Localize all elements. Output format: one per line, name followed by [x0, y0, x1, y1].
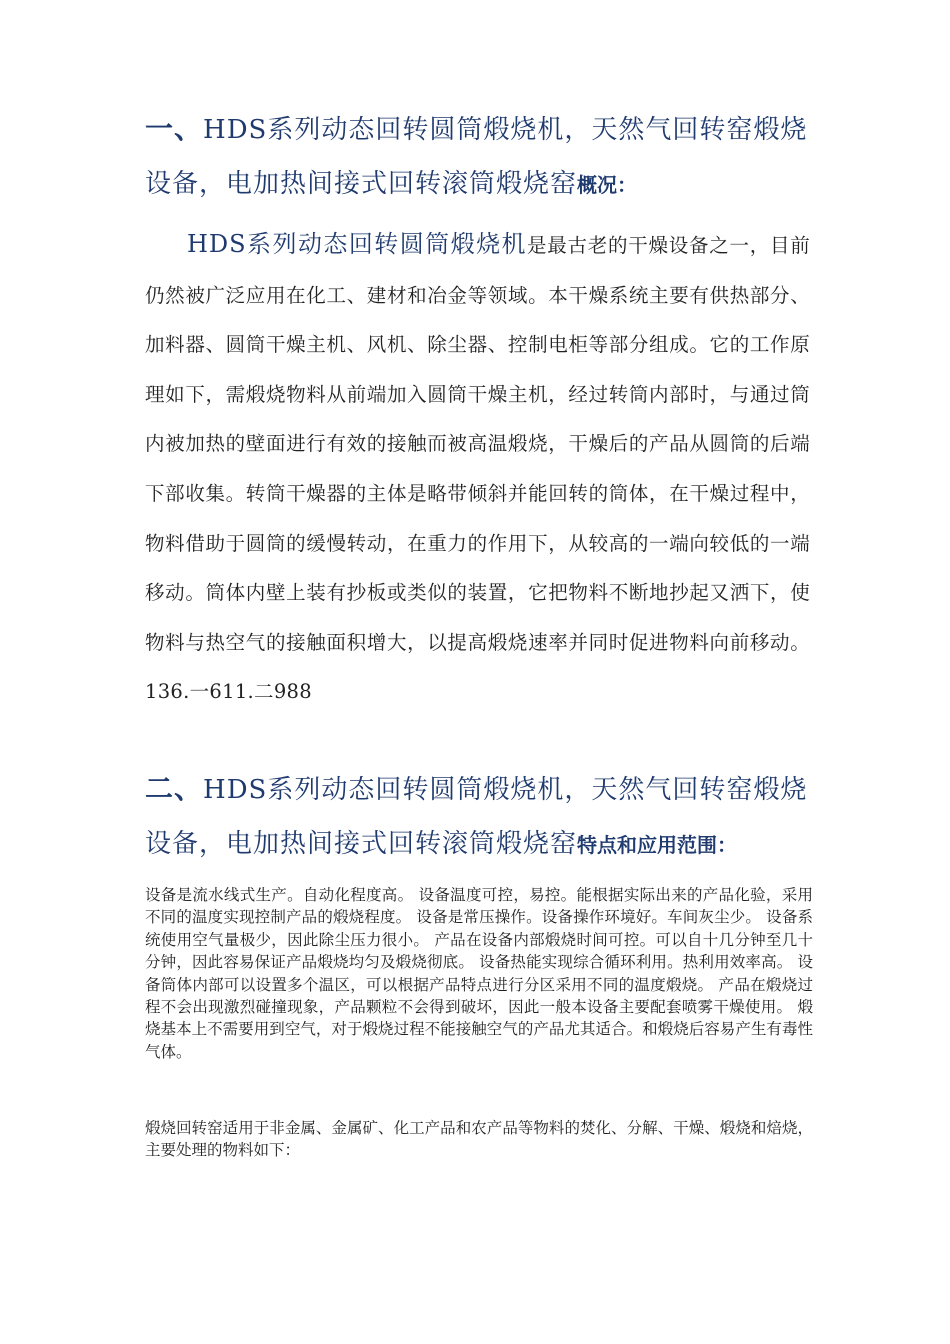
application-paragraph: 煅烧回转窑适用于非金属、金属矿、化工产品和农产品等物料的焚化、分解、干燥、煅烧和焙烧，主要处理的物料如下： — [145, 1119, 813, 1160]
features-paragraph: 设备是流水线式生产。自动化程度高。 设备温度可控，易控。能根据实际出来的产品化验，采用不同的温度实现控制产品的煅烧程度。 设备是常压操作。设备操作环境好。车间灰尘少。 设备系统使用空气量极少，因此除尘压力很小。 产品在设备内部煅烧时间可控。可以自十几分钟至几十分钟，因此容易保证产品煅烧均匀及煅烧彻底。 设备热能实现综合循环利用。热利用效率高。 设备筒体内部可以设置多个温区，可以根据产品特点进行分区采用不同的温度煅烧。 产品在煅烧过程不会出现激烈碰撞现象，产品颗粒不会得到破坏，因此一般本设备主要配套喷雾干燥使用。 煅烧基本上不需要用到空气，对于煅烧过程不能接触空气的产品尤其适合。和煅烧后容易产生有毒性气体。 — [145, 886, 813, 1061]
overview-lead: HDS系列动态回转圆筒煅烧机 — [187, 230, 527, 258]
section-1-suffix: 概况： — [577, 173, 638, 197]
overview-text: 是最古老的干燥设备之一，目前仍然被广泛应用在化工、建材和冶金等领域。本干燥系统主要有供热部分、加料器、圆筒干燥主机、风机、除尘器、控制电柜等部分组成。它的工作原理如下，需煅烧物料从前端加入圆筒干燥主机，经过转筒内部时，与通过筒内被加热的壁面进行有效的接触而被高温煅烧，干燥后的产品从圆筒的后端下部收集。转筒干燥器的主体是略带倾斜并能回转的筒体，在干燥过程中，物料借助于圆筒的缓慢转动，在重力的作用下，从较高的一端向较低的一端移动。筒体内壁上装有抄板或类似的装置，它把物料不断地抄起又洒下，使物料与热空气的接触面积增大，以提高煅烧速率并同时促进物料向前移动。136.一611.二988 — [145, 234, 810, 704]
section-2-title: HDS系列动态回转圆筒煅烧机，天然气回转窑煅烧设备，电加热间接式回转滚筒煅烧窑 — [145, 775, 808, 859]
section-2-number: 二、 — [145, 772, 204, 805]
section-1-heading — [145, 102, 810, 212]
overview-paragraph — [145, 220, 810, 717]
section-2-heading — [145, 762, 820, 872]
section-1-number: 一、 — [145, 112, 204, 145]
section-1-title: HDS系列动态回转圆筒煅烧机，天然气回转窑煅烧设备，电加热间接式回转滚筒煅烧窑 — [145, 115, 808, 199]
section-2-suffix: 特点和应用范围： — [577, 833, 738, 857]
